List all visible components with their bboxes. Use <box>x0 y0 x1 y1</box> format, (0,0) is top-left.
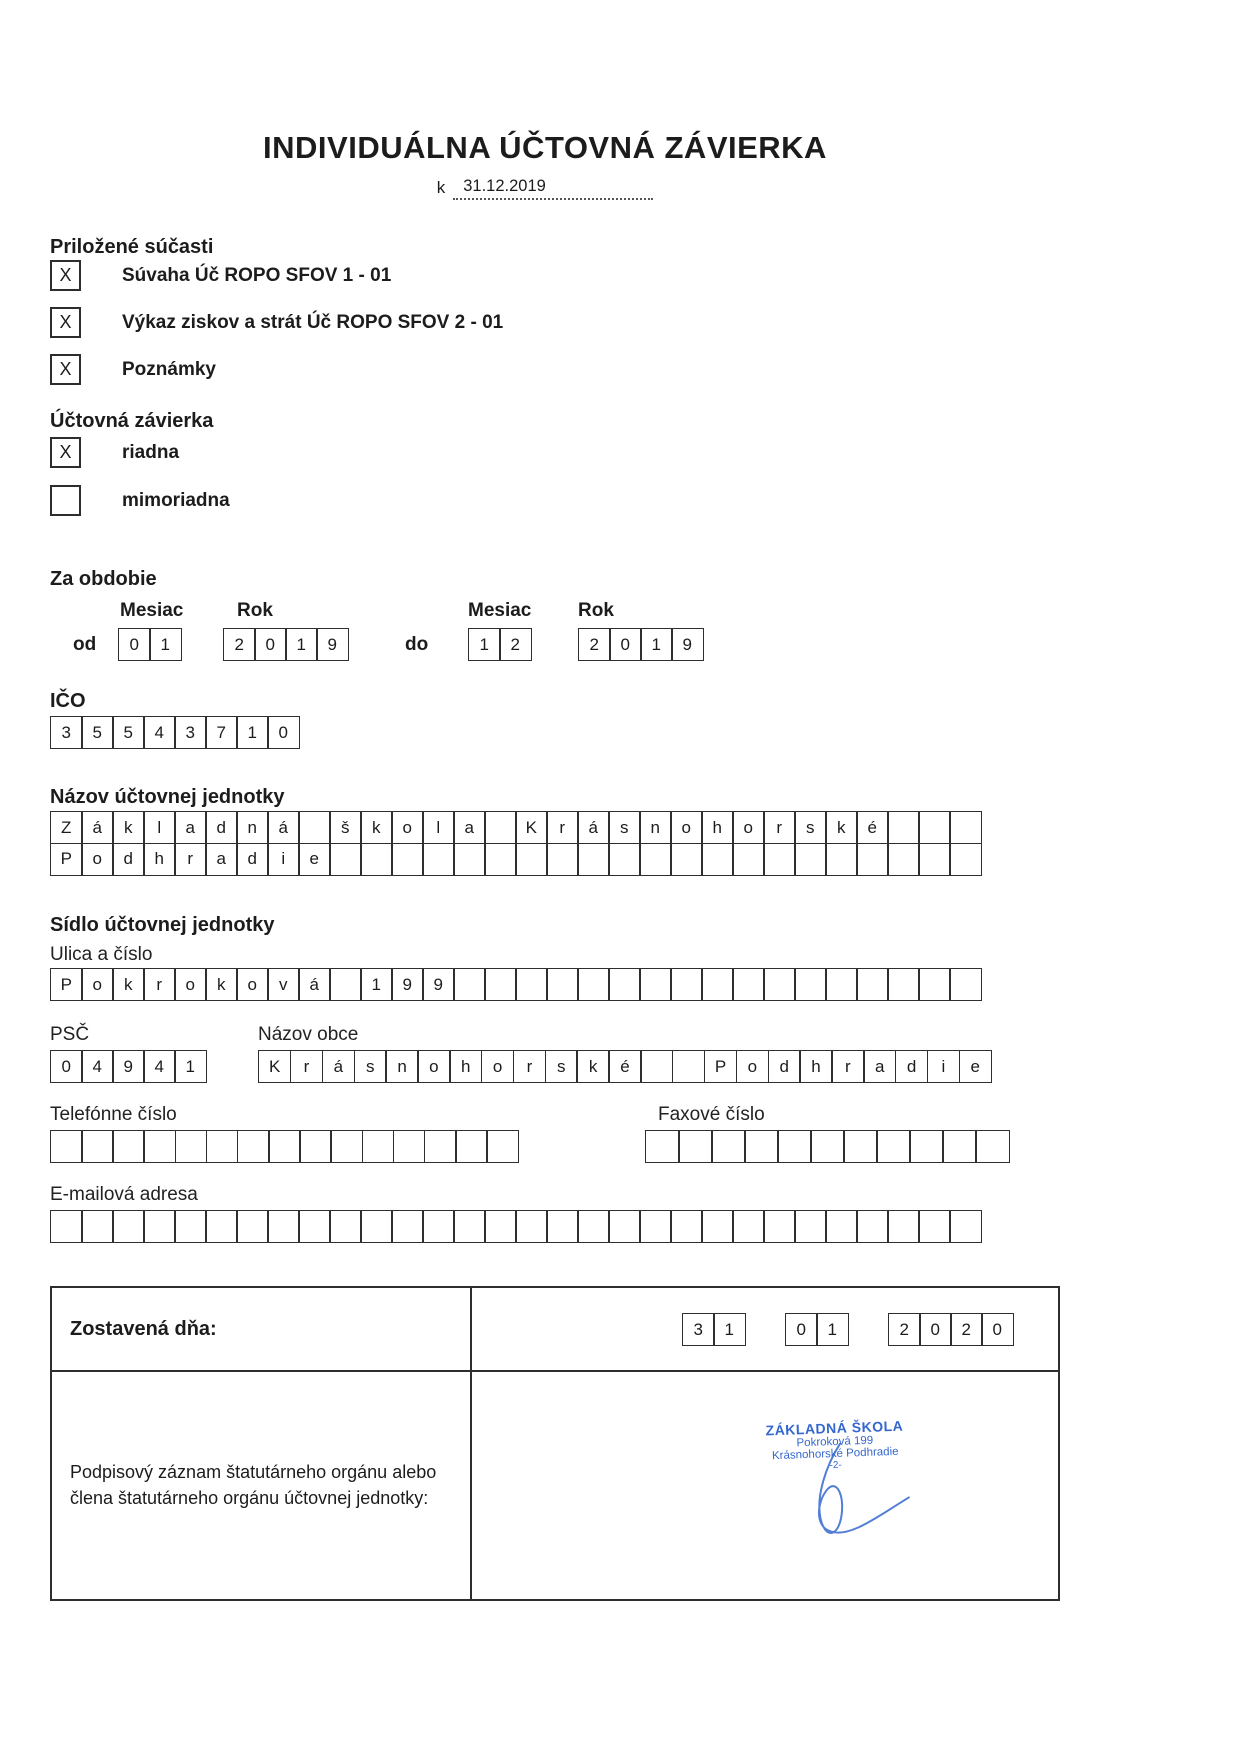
to-year-grid <box>578 628 704 661</box>
compiled-on-date-cell <box>472 1288 1058 1370</box>
char-box: á <box>577 811 610 844</box>
char-box <box>50 1210 83 1243</box>
char-box <box>577 968 610 1001</box>
char-box: a <box>863 1050 896 1083</box>
char-box: 3 <box>174 716 207 749</box>
char-box <box>453 1210 486 1243</box>
char-box: s <box>794 811 827 844</box>
char-box <box>484 843 517 876</box>
char-box: K <box>515 811 548 844</box>
char-box <box>918 811 951 844</box>
char-box <box>876 1130 911 1163</box>
char-box: 1 <box>174 1050 207 1083</box>
compiled-day-grid <box>682 1313 746 1346</box>
char-box <box>360 843 393 876</box>
char-box <box>577 1210 610 1243</box>
char-box <box>81 1210 114 1243</box>
char-box: h <box>449 1050 482 1083</box>
char-box: r <box>831 1050 864 1083</box>
char-box <box>918 1210 951 1243</box>
as-of-date: 31.12.2019 <box>463 177 546 195</box>
char-box: k <box>576 1050 609 1083</box>
char-box: l <box>422 811 455 844</box>
stamp-line-1: ZÁKLADNÁ ŠKOLA <box>765 1417 904 1439</box>
char-box <box>639 1210 672 1243</box>
char-box: s <box>608 811 641 844</box>
stamp-line-2: Pokroková 199 <box>796 1434 874 1450</box>
char-box <box>391 1210 424 1243</box>
school-stamp <box>699 1415 971 1475</box>
compiled-on-label: Zostavená dňa: <box>70 1317 217 1340</box>
signature-table <box>50 1286 1060 1601</box>
char-box <box>515 968 548 1001</box>
char-box <box>856 1210 889 1243</box>
char-box <box>143 1210 176 1243</box>
stamp-line-4: -2- <box>829 1459 842 1472</box>
char-box: s <box>354 1050 387 1083</box>
attached-item-vykaz <box>50 307 503 338</box>
char-box <box>732 843 765 876</box>
char-box: 5 <box>112 716 145 749</box>
char-box <box>330 1130 363 1163</box>
zip-label: PSČ <box>50 1024 90 1045</box>
char-box <box>362 1130 395 1163</box>
char-box: o <box>417 1050 450 1083</box>
seat-heading: Sídlo účtovnej jednotky <box>50 914 275 936</box>
char-box: 9 <box>316 628 349 661</box>
char-box <box>608 843 641 876</box>
char-box <box>205 1210 238 1243</box>
char-box <box>639 843 672 876</box>
char-box: é <box>856 811 889 844</box>
char-box: a <box>205 843 238 876</box>
char-box <box>143 1130 176 1163</box>
attached-item-suvaha <box>50 260 391 291</box>
char-box <box>918 843 951 876</box>
char-box <box>672 1050 705 1083</box>
char-box: d <box>895 1050 928 1083</box>
char-box: 7 <box>205 716 238 749</box>
char-box <box>763 843 796 876</box>
char-box <box>701 1210 734 1243</box>
char-box: 2 <box>578 628 611 661</box>
char-box <box>50 1130 83 1163</box>
char-box <box>744 1130 779 1163</box>
char-box <box>701 968 734 1001</box>
char-box: k <box>825 811 858 844</box>
char-box <box>794 968 827 1001</box>
email-label: E-mailová adresa <box>50 1184 198 1205</box>
char-box <box>486 1130 519 1163</box>
municipality-grid <box>258 1050 992 1083</box>
checkbox-label: Výkaz ziskov a strát Úč ROPO SFOV 2 - 01 <box>122 311 504 333</box>
char-box: P <box>50 843 83 876</box>
char-box: 1 <box>149 628 182 661</box>
email-grid <box>50 1210 982 1243</box>
entity-name-grid-row2 <box>50 843 982 876</box>
char-box <box>422 843 455 876</box>
char-box: š <box>329 811 362 844</box>
char-box: o <box>736 1050 769 1083</box>
char-box: 9 <box>391 968 424 1001</box>
char-box: k <box>112 968 145 1001</box>
checkbox-label: mimoriadna <box>122 489 230 511</box>
char-box <box>887 811 920 844</box>
phone-label: Telefónne číslo <box>50 1104 177 1125</box>
char-box: 9 <box>422 968 455 1001</box>
char-box: o <box>670 811 703 844</box>
char-box: d <box>236 843 269 876</box>
char-box: o <box>174 968 207 1001</box>
char-box <box>546 843 579 876</box>
char-box: r <box>513 1050 546 1083</box>
char-box: n <box>385 1050 418 1083</box>
char-box <box>112 1130 145 1163</box>
char-box: 1 <box>713 1313 746 1346</box>
char-box: 1 <box>468 628 501 661</box>
compiled-on-row <box>52 1288 1058 1372</box>
char-box: n <box>639 811 672 844</box>
char-box <box>732 1210 765 1243</box>
char-box: 4 <box>143 716 176 749</box>
char-box: r <box>290 1050 323 1083</box>
char-box <box>810 1130 845 1163</box>
char-box: á <box>267 811 300 844</box>
char-box: d <box>205 811 238 844</box>
char-box <box>484 968 517 1001</box>
char-box <box>174 1210 207 1243</box>
closing-item-riadna <box>50 437 179 468</box>
from-year-label: Rok <box>237 600 273 621</box>
char-box: 0 <box>50 1050 83 1083</box>
entity-name-heading: Názov účtovnej jednotky <box>50 786 285 808</box>
char-box: 9 <box>112 1050 145 1083</box>
char-box <box>639 968 672 1001</box>
char-box <box>949 1210 982 1243</box>
char-box <box>424 1130 457 1163</box>
char-box: h <box>143 843 176 876</box>
char-box <box>701 843 734 876</box>
char-box: 0 <box>785 1313 818 1346</box>
checkbox-riadna: X <box>50 437 81 468</box>
ico-grid <box>50 716 300 749</box>
ico-heading: IČO <box>50 690 86 712</box>
checkbox-label: Súvaha Úč ROPO SFOV 1 - 01 <box>122 264 392 286</box>
char-box: 5 <box>81 716 114 749</box>
char-box: 2 <box>223 628 256 661</box>
to-month-label: Mesiac <box>468 600 532 621</box>
char-box: i <box>267 843 300 876</box>
char-box <box>577 843 610 876</box>
char-box <box>237 1130 270 1163</box>
char-box: 0 <box>118 628 151 661</box>
char-box: á <box>322 1050 355 1083</box>
char-box <box>608 968 641 1001</box>
char-box <box>918 968 951 1001</box>
char-box: 2 <box>499 628 532 661</box>
street-grid <box>50 968 982 1001</box>
char-box: Z <box>50 811 83 844</box>
entity-name-grid-row1 <box>50 811 982 844</box>
char-box <box>887 968 920 1001</box>
char-box <box>670 968 703 1001</box>
char-box <box>206 1130 239 1163</box>
checkbox-label: Poznámky <box>122 358 216 380</box>
phone-grid <box>50 1130 519 1163</box>
closing-item-mimoriadna <box>50 485 230 516</box>
compiled-on-cell <box>52 1288 472 1370</box>
char-box: 2 <box>888 1313 921 1346</box>
from-month-grid <box>118 628 182 661</box>
checkbox-suvaha: X <box>50 260 81 291</box>
char-box <box>777 1130 812 1163</box>
checkbox-poznamky: X <box>50 354 81 385</box>
char-box <box>453 968 486 1001</box>
attached-item-poznamky <box>50 354 216 385</box>
char-box <box>825 968 858 1001</box>
compiled-month-grid <box>785 1313 849 1346</box>
char-box: 4 <box>143 1050 176 1083</box>
char-box <box>825 843 858 876</box>
char-box: s <box>545 1050 578 1083</box>
char-box: k <box>205 968 238 1001</box>
signature-label-cell <box>52 1372 472 1599</box>
char-box <box>329 1210 362 1243</box>
date-dotted-line <box>453 178 653 200</box>
from-year-grid <box>223 628 349 661</box>
char-box: 2 <box>950 1313 983 1346</box>
char-box <box>515 1210 548 1243</box>
signature-row <box>52 1372 1058 1599</box>
char-box <box>422 1210 455 1243</box>
char-box <box>887 843 920 876</box>
municipality-label: Názov obce <box>258 1024 359 1045</box>
stamp-line-3: Krásnohorské Podhradie <box>771 1445 899 1463</box>
signature-label: Podpisový záznam štatutárneho orgánu alebo člena štatutárneho orgánu účtovnej jednotky: <box>70 1462 437 1508</box>
char-box <box>298 1210 331 1243</box>
char-box <box>484 811 517 844</box>
char-box: 1 <box>640 628 673 661</box>
char-box <box>909 1130 944 1163</box>
char-box <box>887 1210 920 1243</box>
char-box: o <box>81 843 114 876</box>
char-box <box>112 1210 145 1243</box>
attached-parts-heading: Priložené súčasti <box>50 236 214 258</box>
char-box <box>236 1210 269 1243</box>
char-box <box>670 843 703 876</box>
char-box: d <box>768 1050 801 1083</box>
char-box: r <box>174 843 207 876</box>
char-box <box>455 1130 488 1163</box>
char-box <box>393 1130 426 1163</box>
to-month-grid <box>468 628 532 661</box>
char-box <box>608 1210 641 1243</box>
fax-label: Faxové číslo <box>658 1104 765 1125</box>
char-box <box>298 811 331 844</box>
char-box: 4 <box>81 1050 114 1083</box>
char-box <box>546 1210 579 1243</box>
compiled-year-grid <box>888 1313 1014 1346</box>
char-box <box>825 1210 858 1243</box>
char-box: 0 <box>981 1313 1014 1346</box>
char-box <box>843 1130 878 1163</box>
char-box: á <box>298 968 331 1001</box>
char-box: o <box>391 811 424 844</box>
page-title: INDIVIDUÁLNA ÚČTOVNÁ ZÁVIERKA <box>263 130 827 165</box>
char-box <box>732 968 765 1001</box>
char-box: 1 <box>285 628 318 661</box>
checkbox-label: riadna <box>122 441 180 463</box>
period-heading: Za obdobie <box>50 568 157 590</box>
char-box <box>329 843 362 876</box>
char-box: 0 <box>609 628 642 661</box>
char-box <box>975 1130 1010 1163</box>
char-box <box>515 843 548 876</box>
char-box: é <box>608 1050 641 1083</box>
char-box <box>856 968 889 1001</box>
char-box <box>763 968 796 1001</box>
char-box <box>360 1210 393 1243</box>
char-box: r <box>143 968 176 1001</box>
char-box <box>546 968 579 1001</box>
to-label: do <box>405 634 429 655</box>
signature-cell <box>472 1372 1058 1599</box>
char-box <box>391 843 424 876</box>
char-box: P <box>50 968 83 1001</box>
char-box <box>645 1130 680 1163</box>
char-box: e <box>959 1050 992 1083</box>
char-box: o <box>732 811 765 844</box>
checkbox-mimoriadna <box>50 485 81 516</box>
char-box: k <box>360 811 393 844</box>
char-box <box>268 1130 301 1163</box>
char-box <box>484 1210 517 1243</box>
char-box <box>794 1210 827 1243</box>
char-box: 1 <box>360 968 393 1001</box>
char-box: 3 <box>682 1313 715 1346</box>
as-of-dateline <box>50 178 1040 200</box>
char-box <box>949 843 982 876</box>
street-label: Ulica a číslo <box>50 944 153 965</box>
char-box: 0 <box>267 716 300 749</box>
closing-type-heading: Účtovná závierka <box>50 410 214 432</box>
char-box <box>856 843 889 876</box>
char-box <box>81 1130 114 1163</box>
to-year-label: Rok <box>578 600 614 621</box>
char-box: n <box>236 811 269 844</box>
char-box <box>942 1130 977 1163</box>
char-box <box>640 1050 673 1083</box>
char-box: 9 <box>671 628 704 661</box>
char-box: á <box>81 811 114 844</box>
char-box <box>299 1130 332 1163</box>
char-box <box>175 1130 208 1163</box>
char-box: e <box>298 843 331 876</box>
char-box: l <box>143 811 176 844</box>
char-box <box>678 1130 713 1163</box>
char-box: a <box>453 811 486 844</box>
zip-grid <box>50 1050 207 1083</box>
char-box: o <box>81 968 114 1001</box>
char-box: 1 <box>236 716 269 749</box>
char-box: 0 <box>919 1313 952 1346</box>
char-box: 1 <box>816 1313 849 1346</box>
char-box: r <box>763 811 796 844</box>
char-box: r <box>546 811 579 844</box>
char-box: h <box>701 811 734 844</box>
char-box: a <box>174 811 207 844</box>
char-box: i <box>927 1050 960 1083</box>
char-box: 0 <box>254 628 287 661</box>
fax-grid <box>645 1130 1010 1163</box>
from-label: od <box>73 634 97 655</box>
k-prefix: k <box>436 178 446 197</box>
char-box <box>267 1210 300 1243</box>
char-box <box>794 843 827 876</box>
char-box: P <box>704 1050 737 1083</box>
char-box <box>670 1210 703 1243</box>
char-box: 3 <box>50 716 83 749</box>
char-box <box>453 843 486 876</box>
char-box <box>949 968 982 1001</box>
char-box: K <box>258 1050 291 1083</box>
char-box: o <box>481 1050 514 1083</box>
from-month-label: Mesiac <box>120 600 184 621</box>
char-box <box>763 1210 796 1243</box>
checkbox-vykaz: X <box>50 307 81 338</box>
char-box: d <box>112 843 145 876</box>
char-box: v <box>267 968 300 1001</box>
char-box <box>711 1130 746 1163</box>
char-box: k <box>112 811 145 844</box>
char-box: h <box>799 1050 832 1083</box>
char-box <box>329 968 362 1001</box>
char-box: o <box>236 968 269 1001</box>
char-box <box>949 811 982 844</box>
